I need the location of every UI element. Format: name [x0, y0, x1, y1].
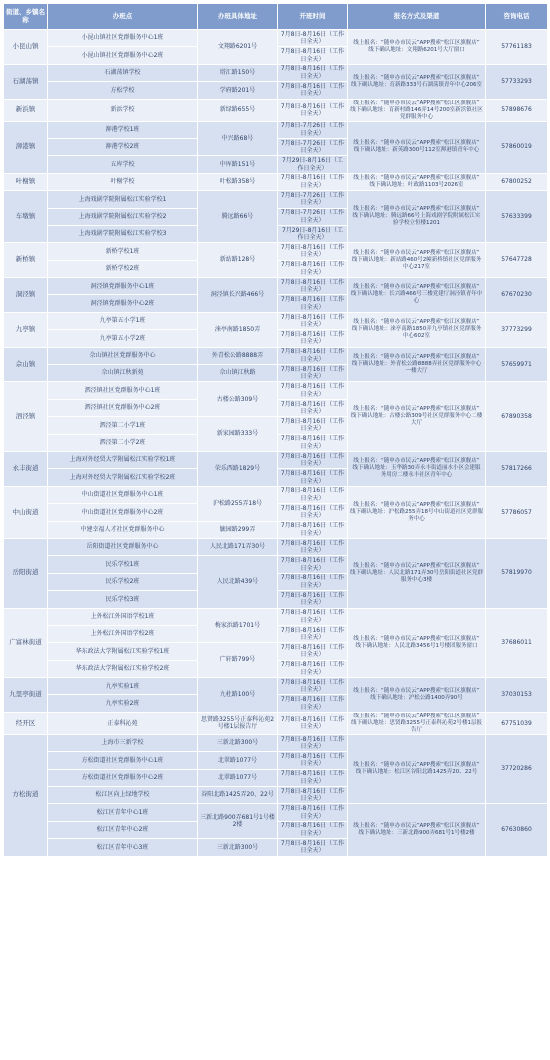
site-cell: 岳阳街道社区党群服务中心	[48, 538, 198, 555]
site-cell: 泖港学校2班	[48, 138, 198, 155]
site-cell: 洞泾镇党群服务中心1班	[48, 278, 198, 295]
time-cell: 7月8日-8月16日（工作日全天）	[278, 399, 348, 416]
time-cell: 7月8日-8月16日（工作日全天）	[278, 382, 348, 399]
header-phone: 咨询电话	[486, 4, 548, 30]
town-cell: 新桥镇	[4, 243, 48, 278]
time-cell: 7月8日-8月16日（工作日全天）	[278, 821, 348, 838]
phone-cell: 67630860	[486, 804, 548, 856]
time-cell: 7月8日-8月16日（工作日全天）	[278, 608, 348, 625]
time-cell: 7月8日-8月16日（工作日全天）	[278, 347, 348, 364]
time-cell: 7月8日-7月26日（工作日全天）	[278, 138, 348, 155]
table-body	[4, 30, 548, 857]
town-cell: 叶榭镇	[4, 173, 48, 190]
site-cell: 上海戏剧学院附属松江实验学校2	[48, 208, 198, 225]
site-cell: 九亭实验1班	[48, 678, 198, 695]
channel-cell: 线上报名：“随申办市民云”APP搜索“松江区旗舰店” 线下确认地址：叶政路1103号2026室	[348, 173, 486, 190]
channel-cell: 线上报名：“随申办市民云”APP搜索“松江区旗舰店” 线下确认地址：沪松公路1400弄90号	[348, 678, 486, 713]
table-row	[4, 173, 548, 190]
table-row	[4, 243, 548, 260]
time-cell: 7月8日-8月16日（工作日全天）	[278, 538, 348, 555]
header-channel: 报名方式及渠道	[348, 4, 486, 30]
table-row	[4, 486, 548, 503]
time-cell: 7月8日-8月16日（工作日全天）	[278, 712, 348, 734]
channel-cell: 线上报名：“随申办市民云”APP搜索“松江区旗舰店” 线下确认地址：育新村路146弄14号200室新浜镇社区党群服务中心	[348, 99, 486, 121]
address-cell: 外青松公路8888弄	[198, 347, 278, 364]
site-cell: 新桥学校2班	[48, 260, 198, 277]
channel-cell: 线上报名：“随申办市民云”APP搜索“松江区旗舰店” 线下确认地址：涞亭南路1850弄九亭镇社区党群服务中心602室	[348, 312, 486, 347]
town-cell: 广富林街道	[4, 608, 48, 678]
channel-cell: 线上报名：“随申办市民云”APP搜索“松江区旗舰店” 线下确认地址：三新北路900弄681号1号楼2楼	[348, 804, 486, 856]
address-cell: 北翠路1077号	[198, 752, 278, 769]
address-cell: 三新北路300号	[198, 839, 278, 856]
phone-cell: 57817266	[486, 451, 548, 486]
time-cell: 7月8日-8月16日（工作日全天）	[278, 769, 348, 786]
address-cell: 学府路201号	[198, 82, 278, 99]
time-cell: 7月8日-8月16日（工作日全天）	[278, 504, 348, 521]
address-cell: 谷阳北路1425弄20、22号	[198, 787, 278, 804]
site-cell: 上外松江外国语学校1班	[48, 608, 198, 625]
address-cell: 广轩路799号	[198, 643, 278, 678]
channel-cell: 线上报名：“随申办市民云”APP搜索“松江区旗舰店” 线下确认地址：玉华路30弄永丰街道丽水小区会建服务用房二楼永丰社区青年中心	[348, 451, 486, 486]
channel-cell: 线上报名：“随申办市民云”APP搜索“松江区旗舰店” 线下确认地址：外青松公路8888弄社区党群服务中心一楼大厅	[348, 347, 486, 382]
town-cell: 石湖荡镇	[4, 64, 48, 99]
site-cell: 华东政法大学附属松江实验学校1班	[48, 643, 198, 660]
town-cell: 经开区	[4, 712, 48, 734]
town-cell: 方松街道	[4, 734, 48, 856]
site-cell: 九亭第五小学2班	[48, 330, 198, 347]
phone-cell: 57819970	[486, 538, 548, 608]
town-cell: 永丰街道	[4, 451, 48, 486]
site-cell: 松江区向上绿地学校	[48, 787, 198, 804]
address-cell: 三新北路300号	[198, 734, 278, 751]
channel-cell: 线上报名：“随申办市民云”APP搜索“松江区旗舰店” 线下确认地址：育新路333号石湖荡镇青年中心206室	[348, 64, 486, 99]
table-row	[4, 347, 548, 364]
address-cell: 荣乐西路1829号	[198, 451, 278, 486]
time-cell: 7月8日-8月16日（工作日全天）	[278, 486, 348, 503]
address-cell: 洞泾镇长兴路466号	[198, 278, 278, 313]
time-cell: 7月8日-7月26日（工作日全天）	[278, 208, 348, 225]
town-cell: 小昆山镇	[4, 30, 48, 65]
site-cell: 松江区青年中心2班	[48, 821, 198, 838]
time-cell: 7月8日-8月16日（工作日全天）	[278, 752, 348, 769]
table-row	[4, 382, 548, 399]
address-cell: 古楼公路309号	[198, 382, 278, 417]
time-cell: 7月8日-7月26日（工作日全天）	[278, 191, 348, 208]
site-cell: 上外松江外国语学校2班	[48, 625, 198, 642]
site-cell: 民乐学校3班	[48, 591, 198, 608]
time-cell: 7月8日-8月16日（工作日全天）	[278, 278, 348, 295]
address-cell: 中兴路68号	[198, 121, 278, 156]
table-row	[4, 451, 548, 468]
address-cell: 北翠路1077号	[198, 769, 278, 786]
table-row	[4, 678, 548, 695]
time-cell: 7月8日-8月16日（工作日全天）	[278, 330, 348, 347]
town-cell: 中山街道	[4, 486, 48, 538]
phone-cell: 57898676	[486, 99, 548, 121]
time-cell: 7月8日-8月16日（工作日全天）	[278, 625, 348, 642]
time-cell: 7月8日-8月16日（工作日全天）	[278, 573, 348, 590]
address-cell: 九杜路100号	[198, 678, 278, 713]
phone-cell: 57633399	[486, 191, 548, 243]
phone-cell: 57733293	[486, 64, 548, 99]
channel-cell: 线上报名：“随申办市民云”APP搜索“松江区旗舰店” 线下确认地址：沪松路255弄18号中山街道社区党群服务中心	[348, 486, 486, 538]
site-cell: 华东政法大学附属松江实验学校2班	[48, 660, 198, 677]
address-cell: 腾远路66号	[198, 191, 278, 243]
table-header-row	[4, 4, 548, 30]
time-cell: 7月8日-8月16日（工作日全天）	[278, 804, 348, 821]
channel-cell: 线上报名：“随申办市民云”APP搜索“松江区旗舰店” 线下确认地址：新英路300号112室泖港镇青年中心	[348, 121, 486, 173]
town-cell: 佘山镇	[4, 347, 48, 382]
site-cell: 九亭实验2班	[48, 695, 198, 712]
phone-cell: 67890358	[486, 382, 548, 452]
site-cell: 松江区青年中心3班	[48, 839, 198, 856]
table-row	[4, 278, 548, 295]
time-cell: 7月29日-8月16日（工作日全天）	[278, 225, 348, 242]
header-site: 办班点	[48, 4, 198, 30]
address-cell: 三新北路900弄681号1号楼2楼	[198, 804, 278, 839]
address-cell: 佘山镇江秋路	[198, 365, 278, 382]
time-cell: 7月8日-8月16日（工作日全天）	[278, 451, 348, 468]
time-cell: 7月8日-7月26日（工作日全天）	[278, 121, 348, 138]
site-cell: 正泰科沁苑	[48, 712, 198, 734]
phone-cell: 37686011	[486, 608, 548, 678]
town-cell: 泗泾镇	[4, 382, 48, 452]
address-cell: 沪松路255弄18号	[198, 486, 278, 521]
address-cell: 人民北路439号	[198, 556, 278, 608]
address-cell: 塔汇路150号	[198, 64, 278, 81]
site-cell: 新浜学校	[48, 99, 198, 121]
phone-cell: 57647728	[486, 243, 548, 278]
channel-cell: 线上报名：“随申办市民云”APP搜索“松江区旗舰店” 线下确认地址：长兴路466号三楼党建厅洞泾镇青年中心	[348, 278, 486, 313]
phone-cell: 37720286	[486, 734, 548, 804]
phone-cell: 37773299	[486, 312, 548, 347]
site-cell: 上海对外经贸大学附属松江实验学校2班	[48, 469, 198, 486]
time-cell: 7月8日-8月16日（工作日全天）	[278, 260, 348, 277]
site-cell: 洞泾镇党群服务中心2班	[48, 295, 198, 312]
site-cell: 新桥学校1班	[48, 243, 198, 260]
table-row	[4, 538, 548, 555]
address-cell: 叶松路358号	[198, 173, 278, 190]
site-cell: 上海戏剧学院附属松江实验学校3	[48, 225, 198, 242]
site-cell: 民乐学校2班	[48, 573, 198, 590]
time-cell: 7月8日-8月16日（工作日全天）	[278, 591, 348, 608]
channel-cell: 线上报名：“随申办市民云”APP搜索“松江区旗舰店” 线下确认地址：古楼公路309号社区党群服务中心二楼大厅	[348, 382, 486, 452]
time-cell: 7月8日-8月16日（工作日全天）	[278, 30, 348, 47]
time-cell: 7月8日-8月16日（工作日全天）	[278, 82, 348, 99]
time-cell: 7月8日-8月16日（工作日全天）	[278, 99, 348, 121]
site-cell: 九亭第五小学1班	[48, 312, 198, 329]
channel-cell: 线上报名：“随申办市民云”APP搜索“松江区旗舰店” 线下确认地址：思贤路3255号正泰科沁苑2号楼1层报告厅	[348, 712, 486, 734]
time-cell: 7月8日-8月16日（工作日全天）	[278, 521, 348, 538]
address-cell: 新绿路655号	[198, 99, 278, 121]
time-cell: 7月8日-8月16日（工作日全天）	[278, 434, 348, 451]
site-cell: 五库学校	[48, 156, 198, 173]
site-cell: 上海戏剧学院附属松江实验学校1	[48, 191, 198, 208]
time-cell: 7月8日-8月16日（工作日全天）	[278, 643, 348, 660]
time-cell: 7月8日-8月16日（工作日全天）	[278, 787, 348, 804]
time-cell: 7月8日-8月16日（工作日全天）	[278, 243, 348, 260]
site-cell: 松江区青年中心1班	[48, 804, 198, 821]
channel-cell: 线上报名：“随申办市民云”APP搜索“松江区旗舰店” 线下确认地址：人民北路3456号1号楼团服务窗口	[348, 608, 486, 678]
address-cell: 中厍路151号	[198, 156, 278, 173]
class-schedule-table	[3, 3, 548, 857]
header-town: 街道、乡镇名称	[4, 4, 48, 30]
address-cell: 新家园路333号	[198, 417, 278, 452]
address-cell: 毓园路299弄	[198, 521, 278, 538]
header-address: 办班具体地址	[198, 4, 278, 30]
site-cell: 泗泾镇社区党群服务中心2班	[48, 399, 198, 416]
site-cell: 佘山镇江秋新苑	[48, 365, 198, 382]
channel-cell: 线上报名：“随申办市民云”APP搜索“松江区旗舰店” 线下确认地址：人民北路171弄30号岳阳街道社区党群服务中心3楼	[348, 538, 486, 608]
table-row	[4, 30, 548, 47]
phone-cell: 37030153	[486, 678, 548, 713]
table-row	[4, 64, 548, 81]
time-cell: 7月8日-8月16日（工作日全天）	[278, 556, 348, 573]
channel-cell: 线上报名：“随申办市民云”APP搜索“松江区旗舰店” 线下确认地址：文翔路6201号大厅窗口	[348, 30, 486, 65]
site-cell: 叶榭学校	[48, 173, 198, 190]
site-cell: 泗泾镇社区党群服务中心1班	[48, 382, 198, 399]
address-cell: 新站路128号	[198, 243, 278, 278]
town-cell: 新浜镇	[4, 99, 48, 121]
time-cell: 7月8日-8月16日（工作日全天）	[278, 839, 348, 856]
site-cell: 小昆山镇社区党群服务中心2班	[48, 47, 198, 64]
table-row	[4, 99, 548, 121]
phone-cell: 67800252	[486, 173, 548, 190]
time-cell: 7月8日-8月16日（工作日全天）	[278, 295, 348, 312]
site-cell: 泗泾第二小学2班	[48, 434, 198, 451]
address-cell: 梅家浜路1701号	[198, 608, 278, 643]
table-row	[4, 121, 548, 138]
channel-cell: 线上报名：“随申办市民云”APP搜索“松江区旗舰店” 线下确认地址：新站路460号2幢新桥镇社区党群服务中心217室	[348, 243, 486, 278]
channel-cell: 线上报名：“随申办市民云”APP搜索“松江区旗舰店” 线下确认地址：腾远路66号上海戏剧学院附属松江实验学校立恒楼1201	[348, 191, 486, 243]
table-row	[4, 804, 548, 821]
town-cell: 车墩镇	[4, 191, 48, 243]
time-cell: 7月8日-8月16日（工作日全天）	[278, 678, 348, 695]
site-cell: 方松学校	[48, 82, 198, 99]
phone-cell: 57860019	[486, 121, 548, 173]
site-cell: 泗泾第二小学1班	[48, 417, 198, 434]
time-cell: 7月8日-8月16日（工作日全天）	[278, 47, 348, 64]
address-cell: 文翔路6201号	[198, 30, 278, 65]
channel-cell: 线上报名：“随申办市民云”APP搜索“松江区旗舰店” 线下确认地址：松江区谷阳北路1425弄20、22号	[348, 734, 486, 804]
town-cell: 洞泾镇	[4, 278, 48, 313]
phone-cell: 57786057	[486, 486, 548, 538]
phone-cell: 57659971	[486, 347, 548, 382]
phone-cell: 67751039	[486, 712, 548, 734]
town-cell: 九亭镇	[4, 312, 48, 347]
header-time: 开班时间	[278, 4, 348, 30]
site-cell: 方松街道社区党群服务中心2班	[48, 769, 198, 786]
site-cell: 上海市三新学校	[48, 734, 198, 751]
site-cell: 泖港学校1班	[48, 121, 198, 138]
time-cell: 7月8日-8月16日（工作日全天）	[278, 734, 348, 751]
table-row	[4, 312, 548, 329]
phone-cell: 67670230	[486, 278, 548, 313]
site-cell: 民乐学校1班	[48, 556, 198, 573]
time-cell: 7月8日-8月16日（工作日全天）	[278, 695, 348, 712]
time-cell: 7月8日-8月16日（工作日全天）	[278, 312, 348, 329]
site-cell: 石湖荡镇学校	[48, 64, 198, 81]
town-cell: 岳阳街道	[4, 538, 48, 608]
table-row	[4, 191, 548, 208]
table-row	[4, 734, 548, 751]
site-cell: 佘山镇社区党群服务中心	[48, 347, 198, 364]
site-cell: 中山街道社区党群服务中心1班	[48, 486, 198, 503]
address-cell: 人民北路171弄30号	[198, 538, 278, 555]
phone-cell: 57761183	[486, 30, 548, 65]
table-row	[4, 608, 548, 625]
town-cell: 泖港镇	[4, 121, 48, 173]
time-cell: 7月8日-8月16日（工作日全天）	[278, 660, 348, 677]
time-cell: 7月8日-8月16日（工作日全天）	[278, 173, 348, 190]
table-row	[4, 712, 548, 734]
address-cell: 思贤路3255号正泰科沁苑2号楼1层报告厅	[198, 712, 278, 734]
time-cell: 7月8日-8月16日（工作日全天）	[278, 417, 348, 434]
site-cell: 中建幸福人才社区党群服务中心	[48, 521, 198, 538]
address-cell: 涞亭南路1850弄	[198, 312, 278, 347]
time-cell: 7月8日-8月16日（工作日全天）	[278, 469, 348, 486]
site-cell: 方松街道社区党群服务中心1班	[48, 752, 198, 769]
time-cell: 7月29日-8月16日（工作日全天）	[278, 156, 348, 173]
site-cell: 上海对外经贸大学附属松江实验学校1班	[48, 451, 198, 468]
time-cell: 7月8日-8月16日（工作日全天）	[278, 365, 348, 382]
site-cell: 小昆山镇社区党群服务中心1班	[48, 30, 198, 47]
site-cell: 中山街道社区党群服务中心2班	[48, 504, 198, 521]
town-cell: 九里亭街道	[4, 678, 48, 713]
time-cell: 7月8日-8月16日（工作日全天）	[278, 64, 348, 81]
